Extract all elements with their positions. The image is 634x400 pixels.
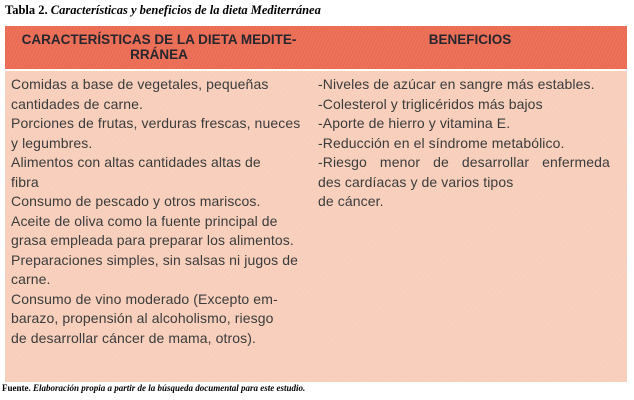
table-cell-line: -Reducción en el síndrome metabólico. xyxy=(318,134,565,151)
header-characteristics-line1: CARACTERÍSTICAS DE LA DIETA MEDITE- xyxy=(21,32,297,47)
source-note-text: Elaboración propia a partir de la búsqueda documental para este estudio. xyxy=(33,383,306,393)
table-cell-line: barazo, propensión al alcoholismo, riesgo xyxy=(11,310,274,326)
table-body-row xyxy=(5,71,627,382)
table-cell-line: Comidas a base de vegetales, pequeñas xyxy=(11,76,269,92)
table-cell-line: de cáncer. xyxy=(318,193,384,209)
table-title-caption: Características y beneficios de la dieta Mediterránea xyxy=(50,3,321,17)
table-cell-line: Preparaciones simples, sin salsas ni jugos de xyxy=(11,251,298,268)
header-cell-characteristics xyxy=(5,26,313,69)
cell-benefits xyxy=(313,71,627,382)
header-characteristics-line2: RRÁNEA xyxy=(130,47,188,62)
header-benefits-label: BENEFICIOS xyxy=(428,32,512,47)
table-cell-line: y legumbres. xyxy=(11,134,93,151)
table xyxy=(5,26,627,382)
table-cell-line: cantidades de carne. xyxy=(11,95,143,112)
table-cell-line: Aceite de oliva como la fuente principal de xyxy=(11,212,278,229)
table-cell-line: Consumo de pescado y otros mariscos. xyxy=(11,193,261,209)
table-title-label: Tabla 2. xyxy=(5,3,48,17)
table-cell-line: Alimentos con altas cantidades altas de xyxy=(11,154,261,170)
table-cell-line: carne. xyxy=(11,271,51,287)
table-cell-line: Consumo de vino moderado (Excepto em- xyxy=(11,290,278,307)
table-cell-line: -Colesterol y triglicéridos más bajos xyxy=(318,95,543,112)
table-cell-line: Porciones de frutas, verduras frescas, nueces xyxy=(11,115,301,131)
header-cell-benefits xyxy=(313,26,627,69)
source-note-label: Fuente. xyxy=(2,383,31,393)
table-header-row xyxy=(5,26,627,69)
source-note xyxy=(2,383,305,393)
table-cell-line: -Riesgo menor de desarrollar enfermeda xyxy=(318,154,610,170)
table-cell-line: fibra xyxy=(11,173,39,190)
table-cell-line: -Aporte de hierro y vitamina E. xyxy=(318,115,511,131)
table-cell-line: grasa empleada para preparar los alimentos. xyxy=(11,232,294,248)
table-cell-line: -Niveles de azúcar en sangre más estables. xyxy=(318,76,595,92)
cell-characteristics xyxy=(5,71,313,382)
table-cell-line: de desarrollar cáncer de mama, otros). xyxy=(11,329,257,346)
table-title xyxy=(5,3,321,18)
table-cell-line: des cardíacas y de varios tipos xyxy=(318,173,514,190)
